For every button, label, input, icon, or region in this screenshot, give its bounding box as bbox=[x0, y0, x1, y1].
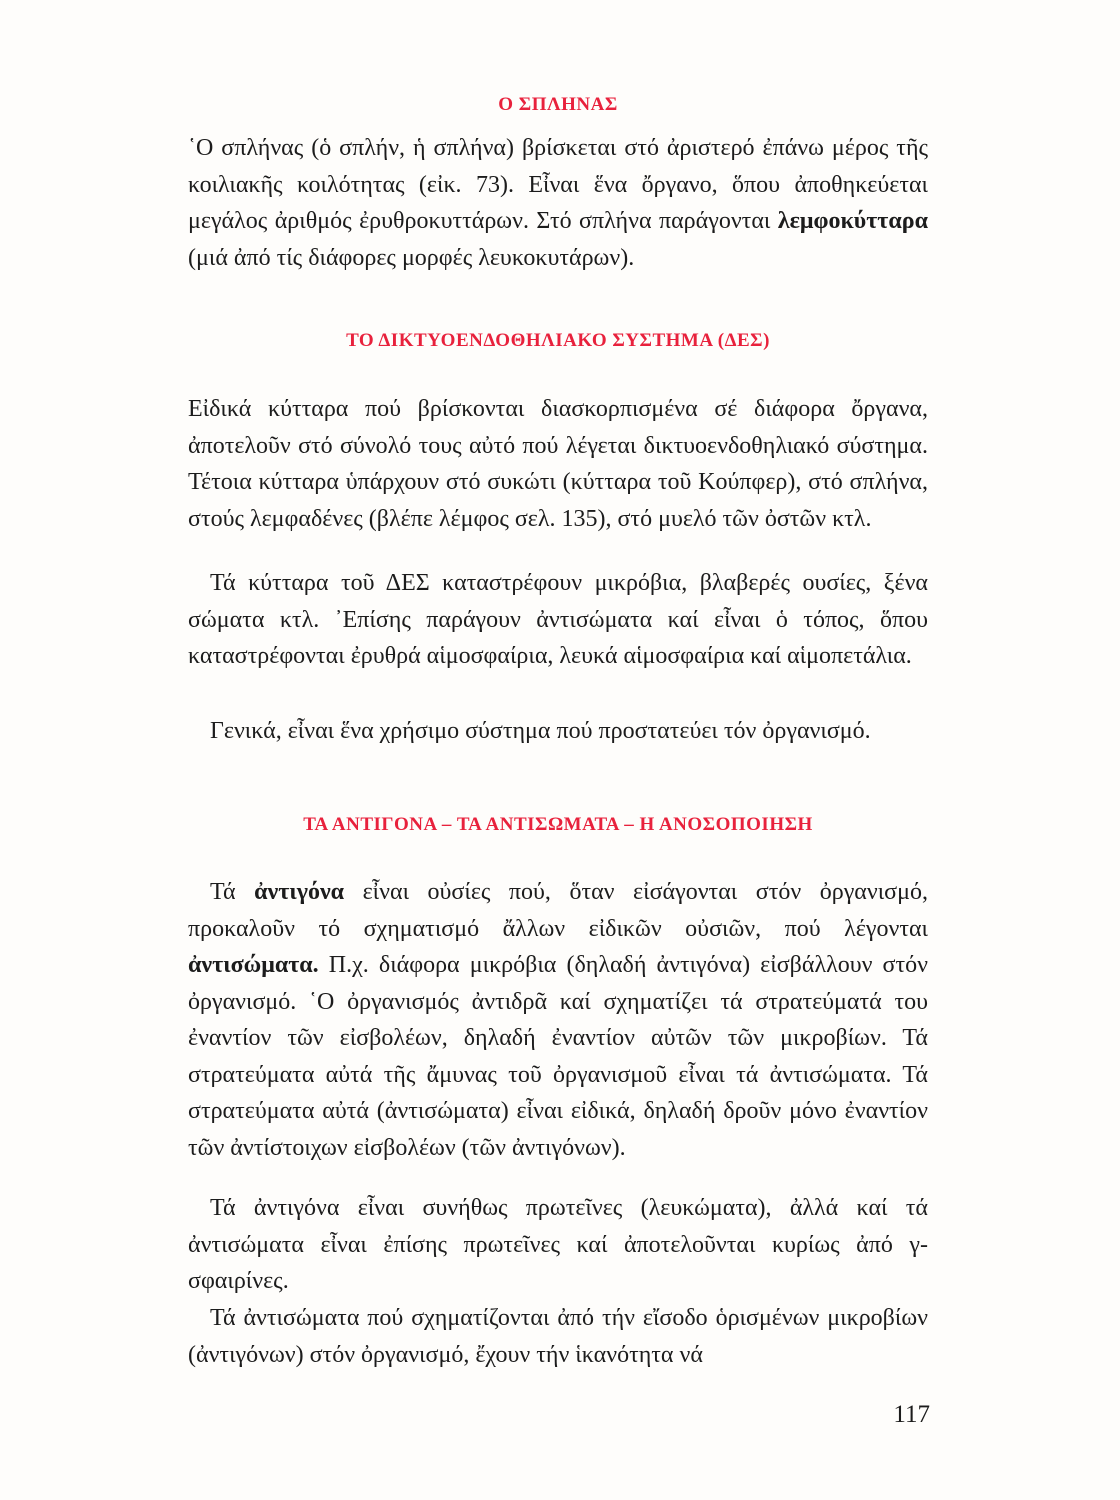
paragraph-des-2: Τά κύτταρα τοῦ ΔΕΣ καταστρέφουν μικρόβια, βλαβερές ουσίες, ξένα σώματα κτλ. ᾿Επίσης παράγουν ἀντισώματα καί εἶναι ὁ τόπος, ὅπου καταστρέφονται ἐρυθρά αἱμοσφαίρια, λευκά αἱμοσφαίρια καί αἱμοπετάλια. bbox=[188, 570, 928, 669]
paragraph-antigens-1-text-2: εἶναι οὐσίες πού, ὅταν εἰσάγονται στόν ὀργανισμό, προκαλοῦν τό σχηματισμό ἄλλων εἰδικῶν οὐσιῶν, πού λέγονται bbox=[188, 879, 928, 942]
paragraph-des-1: Εἰδικά κύτταρα πού βρίσκονται διασκορπισμένα σέ διάφορα ὄργανα, ἀποτελοῦν στό σύνολό τους αὐτό πού λέγεται δικτυοενδοθηλιακό σύστημα. Τέτοια κύτταρα ὑπάρχουν στό συκώτι (κύτταρα τοῦ Κούπφερ), στό σπλήνα, στούς λεμφαδένες (βλέπε λέμφος σελ. 135), στό μυελό τῶν ὀστῶν κτλ. bbox=[188, 396, 928, 532]
term-lymphocytes: λεμφοκύτταρα bbox=[777, 208, 928, 234]
paragraph-spleen-text-1: ῾Ο σπλήνας (ὁ σπλήν, ἡ σπλήνα) βρίσκεται στό ἀριστερό ἐπάνω μέρος τῆς κοιλιακῆς κοιλότητας (εἰκ. 73). Εἶναι ἕνα ὄργανο, ὅπου ἀποθηκεύεται μεγάλος ἀριθμός ἐρυθροκυττάρων. Στό σπλήνα παράγονται bbox=[188, 135, 928, 234]
heading-spleen: Ο ΣΠΛΗΝΑΣ bbox=[498, 94, 618, 115]
paragraph-antigens-2: Τά ἀντιγόνα εἶναι συνήθως πρωτεῖνες (λευκώματα), ἀλλά καί τά ἀντισώματα εἶναι ἐπίσης πρωτεῖνες καί ἀποτελοῦνται κυρίως ἀπό γ-σφαιρίνες. bbox=[188, 1195, 928, 1294]
paragraph-spleen bbox=[188, 130, 928, 276]
paragraph-antigens-1-text-3: Π.χ. διάφορα μικρόβια (δηλαδή ἀντιγόνα) εἰσβάλλουν στόν ὀργανισμό. ῾Ο ὀργανισμός ἀντιδρᾶ καί σχηματίζει τά στρατεύματά του ἐναντίον τῶν εἰσβολέων, δηλαδή ἐναντίον αὐτῶν τῶν μικροβίων. Τά στρατεύματα αὐτά τῆς ἄμυνας τοῦ ὀργανισμοῦ εἶναι τά ἀντισώματα. Τά στρατεύματα αὐτά (ἀντισώματα) εἶναι εἰδικά, δηλαδή δροῦν μόνο ἐναντίον τῶν ἀντίστοιχων εἰσβολέων (τῶν ἀντιγόνων). bbox=[188, 952, 928, 1161]
heading-des: ΤΟ ΔΙΚΤΥΟΕΝΔΟΘΗΛΙΑΚΟ ΣΥΣΤΗΜΑ (ΔΕΣ) bbox=[346, 330, 770, 351]
term-antigens: ἀντιγόνα bbox=[254, 879, 345, 905]
paragraph-spleen-text-2: (μιά ἀπό τίς διάφορες μορφές λευκοκυτάρων). bbox=[188, 244, 635, 271]
paragraph-antigens-3: Τά ἀντισώματα πού σχηματίζονται ἀπό τήν εἴσοδο ὁρισμένων μικροβίων (ἀντιγόνων) στόν ὀργανισμό, ἔχουν τήν ἱκανότητα νά bbox=[188, 1305, 928, 1368]
paragraph-antigens-1 bbox=[188, 874, 928, 1166]
heading-antigens: ΤΑ ΑΝΤΙΓΟΝΑ – ΤΑ ΑΝΤΙΣΩΜΑΤΑ – Η ΑΝΟΣΟΠΟΙΗΣΗ bbox=[303, 814, 813, 835]
paragraph-des-3: Γενικά, εἶναι ἕνα χρήσιμο σύστημα πού προστατεύει τόν ὀργανισμό. bbox=[210, 718, 871, 744]
paragraph-antigens-1-text-1: Τά bbox=[210, 879, 255, 905]
term-antibodies: ἀντισώματα. bbox=[188, 952, 319, 978]
page-number: 117 bbox=[893, 1401, 930, 1428]
